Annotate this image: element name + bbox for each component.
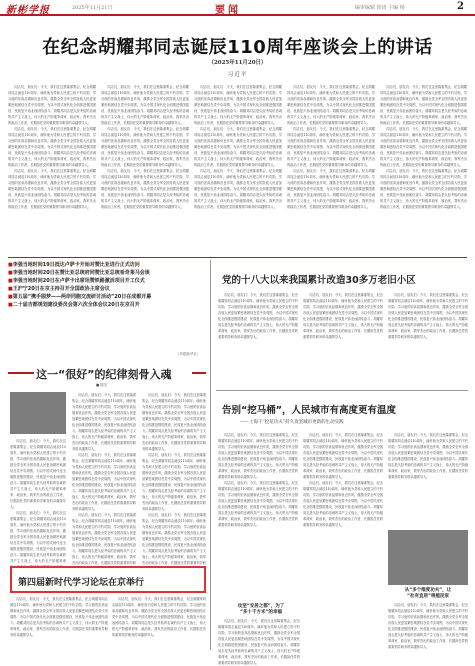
discipline-column-1: 同志们，朋友们：今天，我们在这里隆重集会，纪念胡耀邦同志诞辰110周年，缅怀他为党和人民建立的不朽功勋，学习他的崇高品德和优良作风，激励全党全军全国各族人民更加紧密地团结在党中央周围，为以中国式现代化全面推进强国建设、民族复兴伟业而团结奋斗。胡耀邦同志是久经考验的忠诚的共产主义战士，伟大的无产阶级革命家、政治家，我军杰出的政治工作者，长期担任党的重要领导职务的卓越领导人。 同志们，朋友们：今天，我们在这里隆重集会，纪念胡耀邦同志诞辰110周年，缅怀他为党和人民建立的不朽功勋，学习他的崇高品德和优良作风，激励全党全军全国各族人民更加紧密地团结在党中央周围，为以中国式现代化全面推进强国建设、民族复兴伟业而团结奋斗。胡耀邦同志是久经考验的忠诚的共产主义战士，伟大的无产阶级革命 [10, 439, 66, 563]
lead-column-5: 同志们，朋友们：今天，我们在这里隆重集会，纪念胡耀邦同志诞辰110周年，缅怀他为党和人民建立的不朽功勋，学习他的崇高品德和优良作风，激励全党全军全国各族人民更加紧密地团结在党中央周围，为以中国式现代化全面推进强国建设、民族复兴伟业而团结奋斗。胡耀邦同志是久经考验的忠诚的共产主义战士，伟大的无产阶级革命家、政治家，我军杰出的政治工作者，长期担任党的重要领导职务的卓越领导人。 同志们，朋友们：今天，我们在这里隆重集会，纪念胡耀邦同志诞辰110周年，缅怀他为党和人民建立的不朽功勋，学习他的崇高品德和优良作风，激励全党全军全国各族人民更加紧密地团结在党中央周围，为以中国式现代化全面推进强国建设、民族复兴伟业而团结奋斗。胡耀邦同志是久经考验的忠诚的共产主义战士，伟大的无产阶级革命家、政治家，我军杰出的政治工作者，长期担任党的重要领导职务的卓越领导人。 同志们，朋友们：今天，我们在这里隆重集会，纪念胡耀邦同志诞辰110周年，缅怀他为党和人民建立的不朽功勋，学习他的崇高品德和优良作风，激励全党全军全国各族人民更加紧密地团结在党中央周围，为以中国式现代化全面推进强国建设、民族复兴伟业而团结奋斗。胡耀邦同志是久经考验的忠诚的共产主义战士，伟大的无产阶级革命家、政治家，我军杰出的政治工作者，长期担任党的重要领导职务的卓越领导人。 [380, 85, 467, 209]
city-column-1: 同志们，朋友们：今天，我们在这里隆重集会，纪念胡耀邦同志诞辰110周年，缅怀他为党和人民建立的不朽功勋，学习他的崇高品德和优良作风，激励全党全军全国各族人民更加紧密地团结在党中央周围，为以中国式现代化全面推进强国建设、民族复兴伟业而团结奋斗。胡耀邦同志是久经考验的忠诚的共产主义战士，伟大的无产阶级革命家、政治家，我军杰出的政治工作者，长期担任党的重要领导职务的卓越领导人。 同志们，朋友们：今天，我们在这里隆重集会，纪念胡耀邦同志诞辰110周年，缅怀他为党和人民建立的不朽功勋，学习他的崇高品德和优良作风，激励全党全军全国各族人民更加紧密地团结在党中央周围，为以中国式现代化全面推进强国建设、民族复兴伟业而团结奋斗。胡耀邦同志是久经考验的忠诚的共产主义战士，伟大的无产阶级革命家、政治家，我军杰出的政治工作者，长期担任党的重要领导职务的卓越领导人。 [218, 433, 298, 527]
city-sidebar-heading: 从“多个维度功夫”，让 “社有宜居”根植民家 [404, 588, 452, 599]
housing-caption-body: 同志们，朋友们：今天，我们在这里隆重集会，纪念胡耀邦同志诞辰110周年，缅怀他为党和人民建立的不朽功勋，学习他的崇高品德和优良作风，激励全党全军全国各族人民更加紧密地团结在党中央周围，为以中国式现代化全面推进强国建设、民族复兴伟业而团结奋斗。胡耀邦同志是久经考验的忠诚的共产主义战士，伟大的无产阶级革命家、政治家，我军杰出的政治工作者，长期担任党的重要领导职务的卓越领导人。 [218, 619, 300, 665]
city-column-2: 同志们，朋友们：今天，我们在这里隆重集会，纪念胡耀邦同志诞辰110周年，缅怀他为党和人民建立的不朽功勋，学习他的崇高品德和优良作风，激励全党全军全国各族人民更加紧密地团结在党中央周围，为以中国式现代化全面推进强国建设、民族复兴伟业而团结奋斗。胡耀邦同志是久经考验的忠诚的共产主义战士，伟大的无产阶级革命家、政治家，我军杰出的政治工作者，长期担任党的重要领导职务的卓越领导人。 同志们，朋友们：今天，我们在这里隆重集会，纪念胡耀邦同志诞辰110周年，缅怀他为党和人民建立的不朽功勋，学习他的崇高品德和优良作风，激励全党全军全国各族人民更加紧密地团结在党中央周围，为以中国式现代化全面推进强国建设、民族复兴伟业而团结奋斗。胡耀邦同志是久经考验的忠诚的共产主义战士，伟大的无产阶级革命家、政治家，我军杰出的政治工作者，长期担任党的重要领导职务的卓越领导人。 [303, 433, 383, 527]
brief-item: ■王沪宁20日在京主持召开全国政协主席会议 [8, 286, 110, 292]
lead-date-line: （2025年11月20日） [208, 60, 267, 66]
editor-credits: 编审编辑 徐涛 主编 杨 [355, 5, 405, 11]
column-divider [210, 260, 211, 650]
brief-item: ■李强当地时间20日在赞比亚总统府同赞比亚总统希奇莱马会谈 [8, 270, 150, 276]
housing-story-title: 党的十八大以来我国累计改造30多万老旧小区 [222, 275, 416, 286]
discipline-story-title: 这一“很好”的纪律刻骨入魂 [36, 368, 172, 381]
housing-column-1: 同志们，朋友们：今天，我们在这里隆重集会，纪念胡耀邦同志诞辰110周年，缅怀他为党和人民建立的不朽功勋，学习他的崇高品德和优良作风，激励全党全军全国各族人民更加紧密地团结在党中央周围，为以中国式现代化全面推进强国建设、民族复兴伟业而团结奋斗。胡耀邦同志是久经考验的忠诚的共产主义战士，伟大的无产阶级革命家、政治家，我军杰出的政治工作者，长期担任党的重要领导职务的卓越领导人。 [218, 293, 298, 339]
brief-item: ■李强当地时间20日在卢萨卡出席坦赞铁路激活项目开工仪式 [8, 278, 145, 284]
forum-story-title: 第四届新时代学习论坛在京举行 [18, 578, 145, 588]
housing-column-3: 同志们，朋友们：今天，我们在这里隆重集会，纪念胡耀邦同志诞辰110周年，缅怀他为党和人民建立的不朽功勋，学习他的崇高品德和优良作风，激励全党全军全国各族人民更加紧密地团结在党中央周围，为以中国式现代化全面推进强国建设、民族复兴伟业而团结奋斗。胡耀邦同志是久经考验的忠诚的共产主义战士，伟大的无产阶级革命家、政治家，我军杰出的政治工作者，长期担任党的重要领导职务的卓越领导人。 [388, 293, 468, 339]
lead-headline: 在纪念胡耀邦同志诞辰110周年座谈会上的讲话 [42, 37, 433, 58]
section-title: 要闻 [215, 5, 241, 16]
housing-caption-heading: 攻坚“安居之都”，为了 “多十千方米”的幸福 [237, 604, 285, 615]
discipline-photo [10, 392, 66, 434]
forum-column-2: 同志们，朋友们：今天，我们在这里隆重集会，纪念胡耀邦同志诞辰110周年，缅怀他为党和人民建立的不朽功勋，学习他的崇高品德和优良作风，激励全党全军全国各族人民更加紧密地团结在党中央周围，为以中国式现代化全面推进强国建设、民族复兴伟业而团结奋斗。胡耀邦同志是久经考验的忠诚的共产主义战士，伟大的无产阶级革命家、政治家，我军杰出的政治工作者，长期担任党的重要领导职务的卓越领导人。 [112, 597, 206, 637]
lead-column-3: 同志们，朋友们：今天，我们在这里隆重集会，纪念胡耀邦同志诞辰110周年，缅怀他为党和人民建立的不朽功勋，学习他的崇高品德和优良作风，激励全党全军全国各族人民更加紧密地团结在党中央周围，为以中国式现代化全面推进强国建设、民族复兴伟业而团结奋斗。胡耀邦同志是久经考验的忠诚的共产主义战士，伟大的无产阶级革命家、政治家，我军杰出的政治工作者，长期担任党的重要领导职务的卓越领导人。 同志们，朋友们：今天，我们在这里隆重集会，纪念胡耀邦同志诞辰110周年，缅怀他为党和人民建立的不朽功勋，学习他的崇高品德和优良作风，激励全党全军全国各族人民更加紧密地团结在党中央周围，为以中国式现代化全面推进强国建设、民族复兴伟业而团结奋斗。胡耀邦同志是久经考验的忠诚的共产主义战士，伟大的无产阶级革命家、政治家，我军杰出的政治工作者，长期担任党的重要领导职务的卓越领导人。 同志们，朋友们：今天，我们在这里隆重集会，纪念胡耀邦同志诞辰110周年，缅怀他为党和人民建立的不朽功勋，学习他的崇高品德和优良作风，激励全党全军全国各族人民更加紧密地团结在党中央周围，为以中国式现代化全面推进强国建设、民族复兴伟业而团结奋斗。胡耀邦同志是久经考验的忠诚的共产主义战士，伟大的无产阶级革命家、政治家，我军杰出的政治工作者，长期担任党的重要领导职务的卓越领导人。 [194, 85, 282, 209]
page-number: 2 [457, 1, 464, 12]
housing-separator [216, 390, 468, 391]
housing-column-2: 同志们，朋友们：今天，我们在这里隆重集会，纪念胡耀邦同志诞辰110周年，缅怀他为党和人民建立的不朽功勋，学习他的崇高品德和优良作风，激励全党全军全国各族人民更加紧密地团结在党中央周围，为以中国式现代化全面推进强国建设、民族复兴伟业而团结奋斗。胡耀邦同志是久经考验的忠诚的共产主义战士，伟大的无产阶级革命家、政治家，我军杰出的政治工作者，长期担任党的重要领导职务的卓越领导人。 [303, 293, 383, 339]
city-column-3: 同志们，朋友们：今天，我们在这里隆重集会，纪念胡耀邦同志诞辰110周年，缅怀他为党和人民建立的不朽功勋，学习他的崇高品德和优良作风，激励全党全军全国各族人民更加紧密地团结在党中央周围，为以中国式现代化全面推进强国建设、民族复兴伟业而团结奋斗。胡耀邦同志是久经考验的忠诚的共产主义战士，伟大的无产阶级革命家、政治家，我军杰出的政治工作者，长期担任党的重要领导职务的卓越领导人。 [388, 433, 468, 479]
issue-date: 2025年11月21日 [72, 5, 113, 11]
brief-item: ■第五届“携手圆梦——两岸同胞交流研讨活动”20日在成都开幕 [8, 294, 152, 300]
brief-item: ■李强当地时间19日抵达卢萨卡开始对赞比亚进行正式访问 [8, 262, 140, 268]
lead-column-4: 同志们，朋友们：今天，我们在这里隆重集会，纪念胡耀邦同志诞辰110周年，缅怀他为党和人民建立的不朽功勋，学习他的崇高品德和优良作风，激励全党全军全国各族人民更加紧密地团结在党中央周围，为以中国式现代化全面推进强国建设、民族复兴伟业而团结奋斗。胡耀邦同志是久经考验的忠诚的共产主义战士，伟大的无产阶级革命家、政治家，我军杰出的政治工作者，长期担任党的重要领导职务的卓越领导人。 同志们，朋友们：今天，我们在这里隆重集会，纪念胡耀邦同志诞辰110周年，缅怀他为党和人民建立的不朽功勋，学习他的崇高品德和优良作风，激励全党全军全国各族人民更加紧密地团结在党中央周围，为以中国式现代化全面推进强国建设、民族复兴伟业而团结奋斗。胡耀邦同志是久经考验的忠诚的共产主义战士，伟大的无产阶级革命家、政治家，我军杰出的政治工作者，长期担任党的重要领导职务的卓越领导人。 同志们，朋友们：今天，我们在这里隆重集会，纪念胡耀邦同志诞辰110周年，缅怀他为党和人民建立的不朽功勋，学习他的崇高品德和优良作风，激励全党全军全国各族人民更加紧密地团结在党中央周围，为以中国式现代化全面推进强国建设、民族复兴伟业而团结奋斗。胡耀邦同志是久经考验的忠诚的共产主义战士，伟大的无产阶级革命家、政治家，我军杰出的政治工作者，长期担任党的重要领导职务的卓越领导人。 [287, 85, 375, 209]
title-decoration-left [8, 372, 34, 374]
briefs-source: （均据新华社） [176, 352, 201, 356]
city-photo [388, 530, 468, 585]
city-story-title: 告别“挖马桶”，人民城市有高度更有温度 [222, 405, 396, 416]
lead-author: 习近平 [227, 72, 248, 78]
lead-column-2: 同志们，朋友们：今天，我们在这里隆重集会，纪念胡耀邦同志诞辰110周年，缅怀他为党和人民建立的不朽功勋，学习他的崇高品德和优良作风，激励全党全军全国各族人民更加紧密地团结在党中央周围，为以中国式现代化全面推进强国建设、民族复兴伟业而团结奋斗。胡耀邦同志是久经考验的忠诚的共产主义战士，伟大的无产阶级革命家、政治家，我军杰出的政治工作者，长期担任党的重要领导职务的卓越领导人。 同志们，朋友们：今天，我们在这里隆重集会，纪念胡耀邦同志诞辰110周年，缅怀他为党和人民建立的不朽功勋，学习他的崇高品德和优良作风，激励全党全军全国各族人民更加紧密地团结在党中央周围，为以中国式现代化全面推进强国建设、民族复兴伟业而团结奋斗。胡耀邦同志是久经考验的忠诚的共产主义战士，伟大的无产阶级革命家、政治家，我军杰出的政治工作者，长期担任党的重要领导职务的卓越领导人。 同志们，朋友们：今天，我们在这里隆重集会，纪念胡耀邦同志诞辰110周年，缅怀他为党和人民建立的不朽功勋，学习他的崇高品德和优良作风，激励全党全军全国各族人民更加紧密地团结在党中央周围，为以中国式现代化全面推进强国建设、民族复兴伟业而团结奋斗。胡耀邦同志是久经考验的忠诚的共产主义战士，伟大的无产阶级革命家、政治家，我军杰出的政治工作者，长期担任党的重要领导职务的卓越领导人。 [101, 85, 189, 209]
city-story-subtitle: ——上海干“挖花功夫”持久攻坚城市更新的生动实践 [240, 420, 344, 425]
discipline-column-3: 同志们，朋友们：今天，我们在这里隆重集会，纪念胡耀邦同志诞辰110周年，缅怀他为党和人民建立的不朽功勋，学习他的崇高品德和优良作风，激励全党全军全国各族人民更加紧密地团结在党中央周围，为以中国式现代化全面推进强国建设、民族复兴伟业而团结奋斗。胡耀邦同志是久经考验的忠诚的共产主义战士，伟大的无产阶级革命家、政治家，我军杰出的政治工作者，长期担任党的重要领导职务的卓越领导人。 同志们，朋友们：今天，我们在这里隆重集会，纪念胡耀邦同志诞辰110周年，缅怀他为党和人民建立的不朽功勋，学习他的崇高品德和优良作风，激励全党全军全国各族人民更加紧密地团结在党中央周围，为以中国式现代化全面推进强国建设、民族复兴伟业而团结奋斗。胡耀邦同志是久经考验的忠诚的共产主义战士，伟大的无产阶级革命家、政治家，我军杰出的政治工作者，长期担任党的重要领导职务的卓越领导人。 同志们，朋友们：今天，我们在这里隆重集会，纪念胡耀邦同志诞辰110周年，缅怀他为党和人民建立的不朽功勋，学习他的崇高品德和优良作风，激励全党全军全国各族人民更加紧密地团结在党中央周围，为以中国式现代化全面推进强国建设、民族复兴伟业而团结奋斗。胡耀邦同志是久经考验的忠诚的共产主义战士，伟大的无产阶级革命家、政治家，我军杰出的政治工作者，长期担任党的重要领导职 [142, 393, 206, 565]
title-decoration-right [192, 372, 206, 374]
lead-separator [8, 257, 467, 258]
forum-column-1: 同志们，朋友们：今天，我们在这里隆重集会，纪念胡耀邦同志诞辰110周年，缅怀他为党和人民建立的不朽功勋，学习他的崇高品德和优良作风，激励全党全军全国各族人民更加紧密地团结在党中央周围，为以中国式现代化全面推进强国建设、民族复兴伟业而团结奋斗。胡耀邦同志是久经考验的忠诚的共产主义战士，伟大的无产阶级革命家、政治家，我军杰出的政治工作者，长期担任党的重要领导职务的卓越领导人。 [10, 597, 108, 637]
lead-column-1: 同志们，朋友们：今天，我们在这里隆重集会，纪念胡耀邦同志诞辰110周年，缅怀他为党和人民建立的不朽功勋，学习他的崇高品德和优良作风，激励全党全军全国各族人民更加紧密地团结在党中央周围，为以中国式现代化全面推进强国建设、民族复兴伟业而团结奋斗。胡耀邦同志是久经考验的忠诚的共产主义战士，伟大的无产阶级革命家、政治家，我军杰出的政治工作者，长期担任党的重要领导职务的卓越领导人。 同志们，朋友们：今天，我们在这里隆重集会，纪念胡耀邦同志诞辰110周年，缅怀他为党和人民建立的不朽功勋，学习他的崇高品德和优良作风，激励全党全军全国各族人民更加紧密地团结在党中央周围，为以中国式现代化全面推进强国建设、民族复兴伟业而团结奋斗。胡耀邦同志是久经考验的忠诚的共产主义战士，伟大的无产阶级革命家、政治家，我军杰出的政治工作者，长期担任党的重要领导职务的卓越领导人。 同志们，朋友们：今天，我们在这里隆重集会，纪念胡耀邦同志诞辰110周年，缅怀他为党和人民建立的不朽功勋，学习他的崇高品德和优良作风，激励全党全军全国各族人民更加紧密地团结在党中央周围，为以中国式现代化全面推进强国建设、民族复兴伟业而团结奋斗。胡耀邦同志是久经考验的忠诚的共产主义战士，伟大的无产阶级革命家、政治家，我军杰出的政治工作者，长期担任党的重要领导职务的卓越领导人。 [8, 85, 96, 209]
brief-item: ■二十届吉都规划建设委员会第六次全体会议20日在京召开 [8, 302, 140, 308]
discipline-column-2: 同志们，朋友们：今天，我们在这里隆重集会，纪念胡耀邦同志诞辰110周年，缅怀他为党和人民建立的不朽功勋，学习他的崇高品德和优良作风，激励全党全军全国各族人民更加紧密地团结在党中央周围，为以中国式现代化全面推进强国建设、民族复兴伟业而团结奋斗。胡耀邦同志是久经考验的忠诚的共产主义战士，伟大的无产阶级革命家、政治家，我军杰出的政治工作者，长期担任党的重要领导职务的卓越领导人。 同志们，朋友们：今天，我们在这里隆重集会，纪念胡耀邦同志诞辰110周年，缅怀他为党和人民建立的不朽功勋，学习他的崇高品德和优良作风，激励全党全军全国各族人民更加紧密地团结在党中央周围，为以中国式现代化全面推进强国建设、民族复兴伟业而团结奋斗。胡耀邦同志是久经考验的忠诚的共产主义战士，伟大的无产阶级革命家、政治家，我军杰出的政治工作者，长期担任党的重要领导职务的卓越领导人。 同志们，朋友们：今天，我们在这里隆重集会，纪念胡耀邦同志诞辰110周年，缅怀他为党和人民建立的不朽功勋，学习他的崇高品德和优良作风，激励全党全军全国各族人民更加紧密地团结在党中央周围，为以中国式现代化全面推进强国建设、民族复兴伟业而团结奋斗。胡耀邦同志是久经考验的忠诚的共产主义战士，伟大的无产阶级革命家、政治家，我军杰出的政治工作者，长期担任党的重要领导职 [72, 393, 136, 565]
city-column-4: 同志们，朋友们：今天，我们在这里隆重集会，纪念胡耀邦同志诞辰110周年，缅怀他为党和人民建立的不朽功勋，学习他的崇高品德和优良作风，激励全党全军全国各族人民更加紧密地团结在党中央周围，为以中国式现代化全面推进强国建设、民族复兴伟业而团结奋斗。胡耀邦同志是久经考验的忠诚的共产主义战士，伟大的无产阶级革命家、政治家，我军杰出的政治工作者，长期担任党的重要领导职务的卓越领导人。 [388, 603, 468, 649]
newspaper-logo: 新彬学报 [6, 5, 50, 16]
news-briefs [8, 261, 205, 363]
discipline-byline: ■ 陈宏 [96, 383, 108, 387]
